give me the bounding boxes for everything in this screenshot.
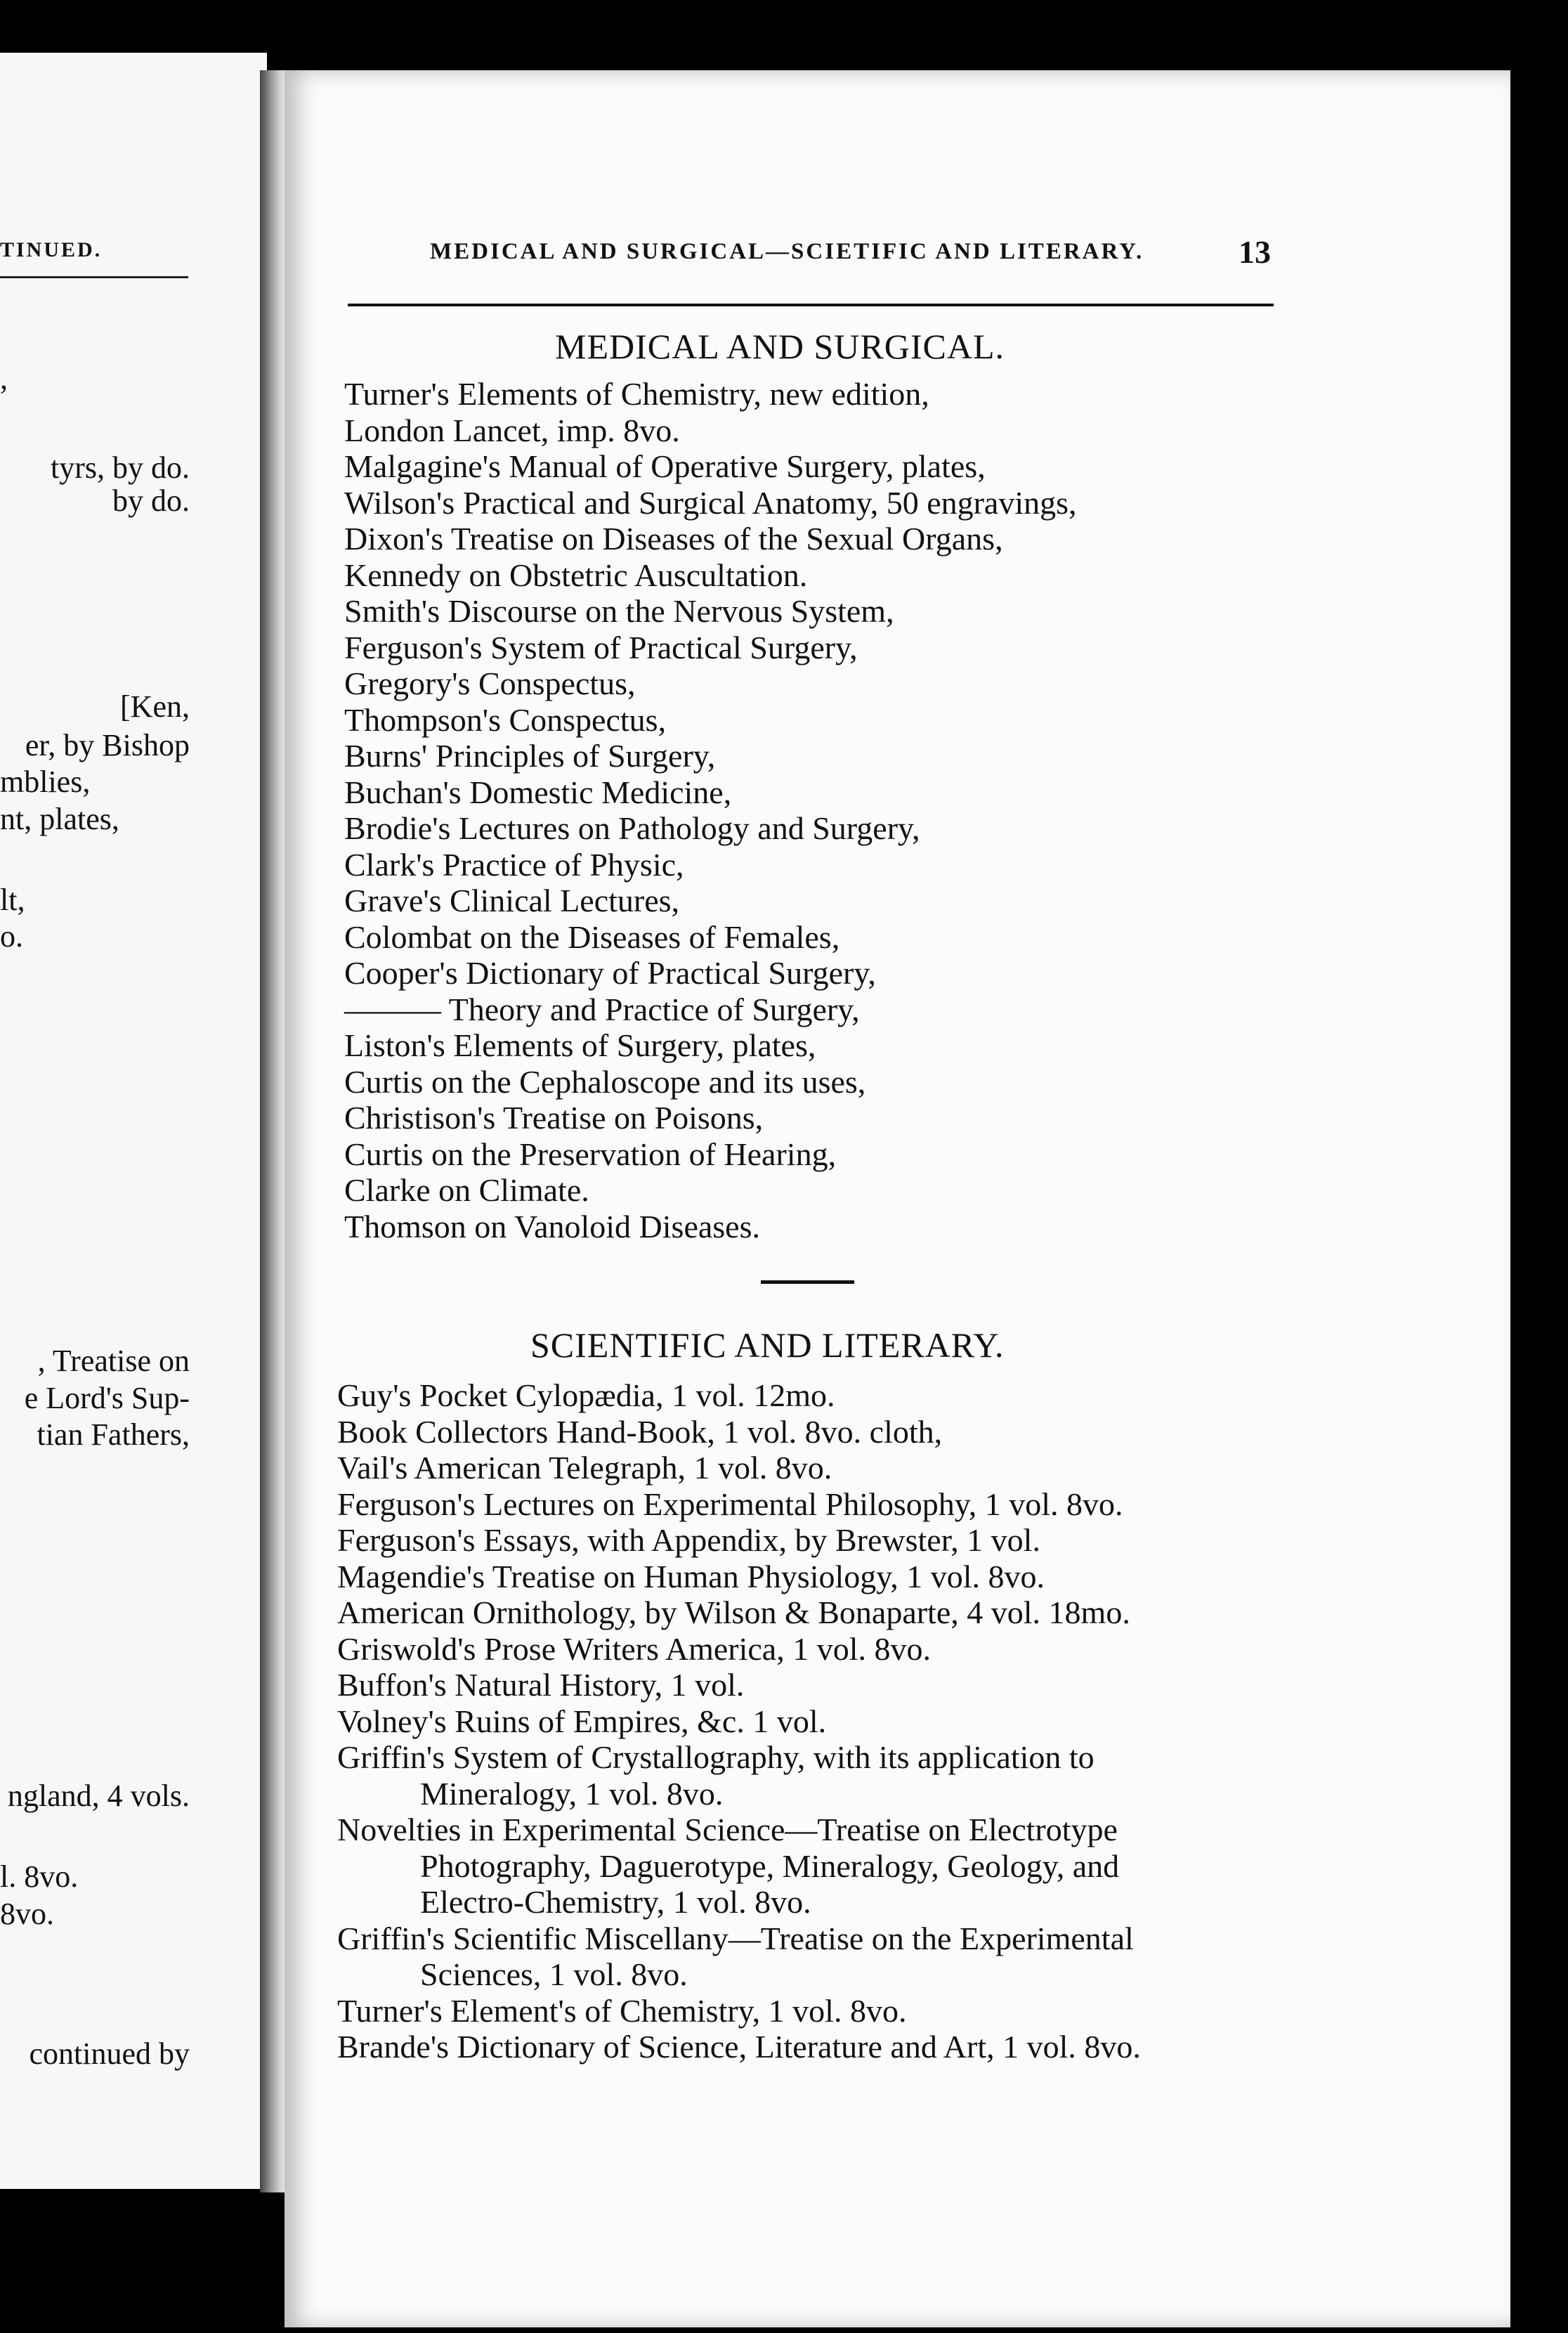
scientific-list-item: Buffon's Natural History, 1 vol. bbox=[337, 1667, 745, 1703]
scientific-list-item: Turner's Element's of Chemistry, 1 vol. 8vo. bbox=[337, 1992, 907, 2029]
left-header-rule bbox=[0, 276, 188, 278]
left-fragment: , bbox=[0, 361, 8, 396]
medical-list-item: Christison's Treatise on Poisons, bbox=[344, 1100, 764, 1136]
scientific-list-item: Ferguson's Lectures on Experimental Philosophy, 1 vol. 8vo. bbox=[337, 1486, 1123, 1522]
left-fragment: e Lord's Sup- bbox=[24, 1381, 190, 1415]
scientific-list-item: Volney's Ruins of Empires, &c. 1 vol. bbox=[337, 1703, 827, 1739]
running-title: MEDICAL AND SURGICAL—SCIETIFIC AND LITERARY. bbox=[430, 239, 1144, 264]
left-fragment: [Ken, bbox=[120, 689, 190, 724]
medical-list-item: Thomson on Vanoloid Diseases. bbox=[344, 1208, 761, 1245]
left-fragment: continued by bbox=[29, 2036, 190, 2071]
medical-list bbox=[344, 376, 1077, 1245]
left-fragment: lt, bbox=[0, 883, 25, 917]
medical-list-item: Curtis on the Preservation of Hearing, bbox=[344, 1136, 837, 1172]
medical-list-item: Gregory's Conspectus, bbox=[344, 665, 636, 701]
page-number: 13 bbox=[1239, 234, 1271, 270]
left-fragment: ngland, 4 vols. bbox=[7, 1779, 190, 1813]
medical-list-item: Curtis on the Cephaloscope and its uses, bbox=[344, 1063, 866, 1100]
scientific-list-item: Photography, Daguerotype, Mineralogy, Geology, and bbox=[420, 1847, 1120, 1884]
medical-section-title: MEDICAL AND SURGICAL. bbox=[555, 327, 1005, 366]
scientific-list-item: Magendie's Treatise on Human Physiology, 1 vol. 8vo. bbox=[337, 1558, 1045, 1594]
left-fragment: er, by Bishop bbox=[25, 728, 190, 762]
section-divider bbox=[761, 1280, 854, 1284]
scientific-list-item: Electro-Chemistry, 1 vol. 8vo. bbox=[420, 1884, 811, 1920]
medical-list-item: London Lancet, imp. 8vo. bbox=[344, 412, 680, 448]
left-fragment: , Treatise on bbox=[37, 1344, 190, 1378]
medical-list-item: Burns' Principles of Surgery, bbox=[344, 738, 716, 774]
scientific-list-item: Book Collectors Hand-Book, 1 vol. 8vo. cloth, bbox=[337, 1413, 943, 1450]
medical-list-item: Thompson's Conspectus, bbox=[344, 701, 667, 738]
medical-list-item: Clarke on Climate. bbox=[344, 1172, 589, 1208]
book-gutter bbox=[260, 70, 288, 2192]
scientific-list-item: Novelties in Experimental Science—Treatise on Electrotype bbox=[337, 1812, 1118, 1847]
left-fragment: o. bbox=[0, 919, 23, 954]
medical-list-item: Colombat on the Diseases of Females, bbox=[344, 918, 840, 955]
medical-list-item: Brodie's Lectures on Pathology and Surgery, bbox=[344, 810, 920, 846]
medical-list-item: Grave's Clinical Lectures, bbox=[344, 883, 680, 918]
left-fragment: tyrs, by do. bbox=[51, 450, 190, 485]
scientific-list-item: Ferguson's Essays, with Appendix, by Brewster, 1 vol. bbox=[337, 1522, 1040, 1558]
scientific-list-item: Griswold's Prose Writers America, 1 vol. 8vo. bbox=[337, 1630, 931, 1667]
medical-list-item: Dixon's Treatise on Diseases of the Sexual Organs, bbox=[344, 521, 1003, 557]
left-fragment: tian Fathers, bbox=[37, 1417, 190, 1452]
scientific-section-title: SCIENTIFIC AND LITERARY. bbox=[530, 1325, 1005, 1365]
left-fragment: mblies, bbox=[0, 765, 91, 799]
left-fragment: 8vo. bbox=[0, 1897, 54, 1931]
left-fragment: l. 8vo. bbox=[0, 1859, 79, 1894]
left-facing-page bbox=[0, 53, 267, 2189]
medical-list-item: Ferguson's System of Practical Surgery, bbox=[344, 629, 858, 665]
left-running-head: TINUED. bbox=[0, 238, 103, 261]
scientific-list bbox=[337, 1377, 1141, 2065]
medical-list-item: Turner's Elements of Chemistry, new edition, bbox=[344, 376, 929, 412]
medical-list-item: Clark's Practice of Physic, bbox=[344, 846, 684, 883]
medical-list-item: Kennedy on Obstetric Auscultation. bbox=[344, 557, 808, 593]
left-fragment: by do. bbox=[112, 483, 190, 518]
medical-list-item: Malgagine's Manual of Operative Surgery, plates, bbox=[344, 448, 986, 484]
scientific-list-item: Sciences, 1 vol. 8vo. bbox=[420, 1956, 688, 1992]
scientific-list-item: Guy's Pocket Cylopædia, 1 vol. 12mo. bbox=[337, 1377, 835, 1413]
scientific-list-item: Brande's Dictionary of Science, Literature and Art, 1 vol. 8vo. bbox=[337, 2029, 1141, 2065]
header-rule bbox=[348, 304, 1274, 306]
left-fragment: nt, plates, bbox=[0, 802, 119, 836]
scientific-list-item: American Ornithology, by Wilson & Bonaparte, 4 vol. 18mo. bbox=[337, 1594, 1130, 1630]
scientific-list-item: Griffin's System of Crystallography, with its application to bbox=[337, 1739, 1095, 1775]
medical-list-item: Cooper's Dictionary of Practical Surgery, bbox=[344, 955, 876, 991]
scientific-list-item: Vail's American Telegraph, 1 vol. 8vo. bbox=[337, 1450, 832, 1486]
medical-list-item: Smith's Discourse on the Nervous System, bbox=[344, 593, 894, 629]
medical-list-item: Liston's Elements of Surgery, plates, bbox=[344, 1027, 816, 1063]
medical-list-item: Wilson's Practical and Surgical Anatomy, 50 engravings, bbox=[344, 484, 1077, 521]
scientific-list-item: Mineralogy, 1 vol. 8vo. bbox=[420, 1775, 724, 1812]
medical-list-item: Buchan's Domestic Medicine, bbox=[344, 774, 732, 810]
scientific-list-item: Griffin's Scientific Miscellany—Treatise on the Experimental bbox=[337, 1920, 1134, 1956]
medical-list-item: ——— Theory and Practice of Surgery, bbox=[344, 991, 860, 1027]
